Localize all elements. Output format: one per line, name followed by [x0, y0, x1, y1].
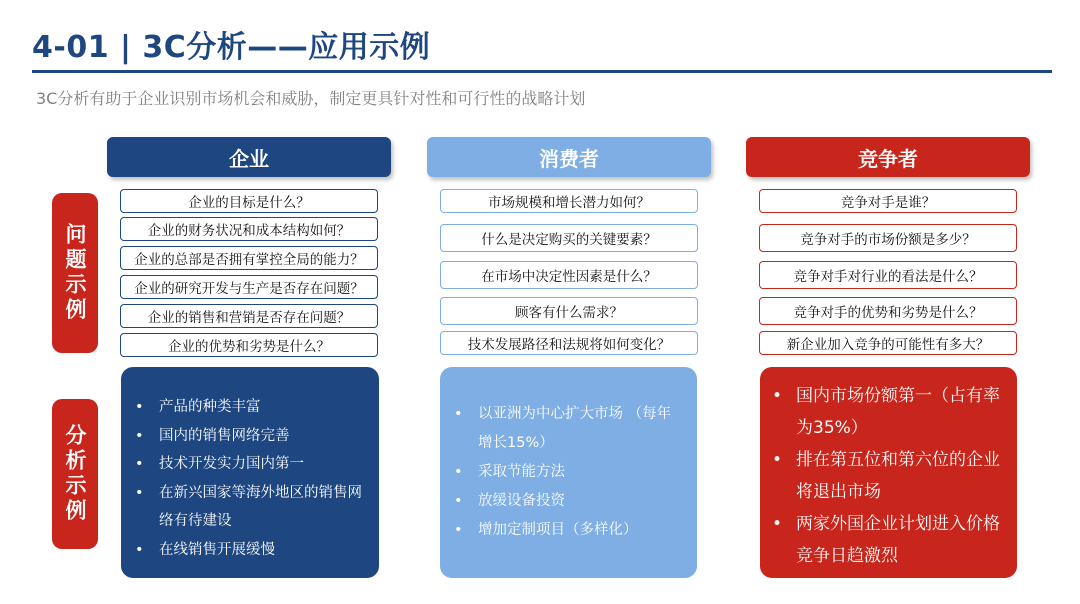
- company-question: 企业的研究开发与生产是否存在问题？: [120, 275, 378, 299]
- company-question: 企业的优势和劣势是什么？: [120, 333, 378, 357]
- consumer-question: 什么是决定购买的关键要素？: [440, 224, 698, 252]
- company-analysis-item: • 国内的销售网络完善: [159, 422, 365, 451]
- company-question: 企业的总部是否拥有掌控全局的能力？: [120, 246, 378, 270]
- consumer-analysis-item: • 采取节能方法: [478, 458, 681, 487]
- competitor-question: 竞争对手对行业的看法是什么？: [759, 261, 1017, 289]
- consumer-analysis-item: • 增加定制项目（多样化）: [478, 516, 681, 545]
- column-header-company: 企业: [107, 137, 391, 177]
- consumer-question: 市场规模和增长潜力如何？: [440, 189, 698, 213]
- column-header-competitor: 竞争者: [746, 137, 1030, 177]
- competitor-question: 竞争对手的优势和劣势是什么？: [759, 297, 1017, 325]
- competitor-question: 竞争对手的市场份额是多少？: [759, 224, 1017, 252]
- competitor-analysis-item: • 国内市场份额第一（占有率为35%）: [796, 380, 1003, 444]
- page-title: 4-01 | 3C分析——应用示例: [32, 30, 431, 65]
- column-header-consumer: 消费者: [427, 137, 711, 177]
- competitor-analysis-panel: [760, 367, 1017, 578]
- title-divider: [32, 70, 1052, 73]
- consumer-analysis-item: • 以亚洲为中心扩大市场 （每年增长15%）: [478, 400, 681, 458]
- consumer-question: 顾客有什么需求？: [440, 297, 698, 325]
- company-question: 企业的目标是什么？: [120, 189, 378, 213]
- company-question: 企业的销售和营销是否存在问题？: [120, 304, 378, 328]
- consumer-analysis-panel: [440, 367, 697, 578]
- competitor-question: 竞争对手是谁？: [759, 189, 1017, 213]
- company-analysis-item: • 在线销售开展缓慢: [159, 536, 365, 565]
- company-analysis-panel: [121, 367, 379, 578]
- consumer-question: 在市场中决定性因素是什么？: [440, 261, 698, 289]
- side-label-questions: 问题示例: [52, 193, 98, 353]
- consumer-question: 技术发展路径和法规将如何变化？: [440, 331, 698, 355]
- competitor-analysis-item: • 两家外国企业计划进入价格竞争日趋激烈: [796, 508, 1003, 572]
- competitor-analysis-item: • 排在第五位和第六位的企业将退出市场: [796, 444, 1003, 508]
- consumer-analysis-item: • 放缓设备投资: [478, 487, 681, 516]
- side-label-analysis: 分析示例: [52, 399, 98, 549]
- competitor-question: 新企业加入竞争的可能性有多大？: [759, 331, 1017, 355]
- company-analysis-item: • 技术开发实力国内第一: [159, 450, 365, 479]
- company-question: 企业的财务状况和成本结构如何？: [120, 217, 378, 241]
- company-analysis-item: • 产品的种类丰富: [159, 393, 365, 422]
- page-subtitle: 3C分析有助于企业识别市场机会和威胁，制定更具针对性和可行性的战略计划: [36, 89, 586, 108]
- company-analysis-item: • 在新兴国家等海外地区的销售网络有待建设: [159, 479, 365, 536]
